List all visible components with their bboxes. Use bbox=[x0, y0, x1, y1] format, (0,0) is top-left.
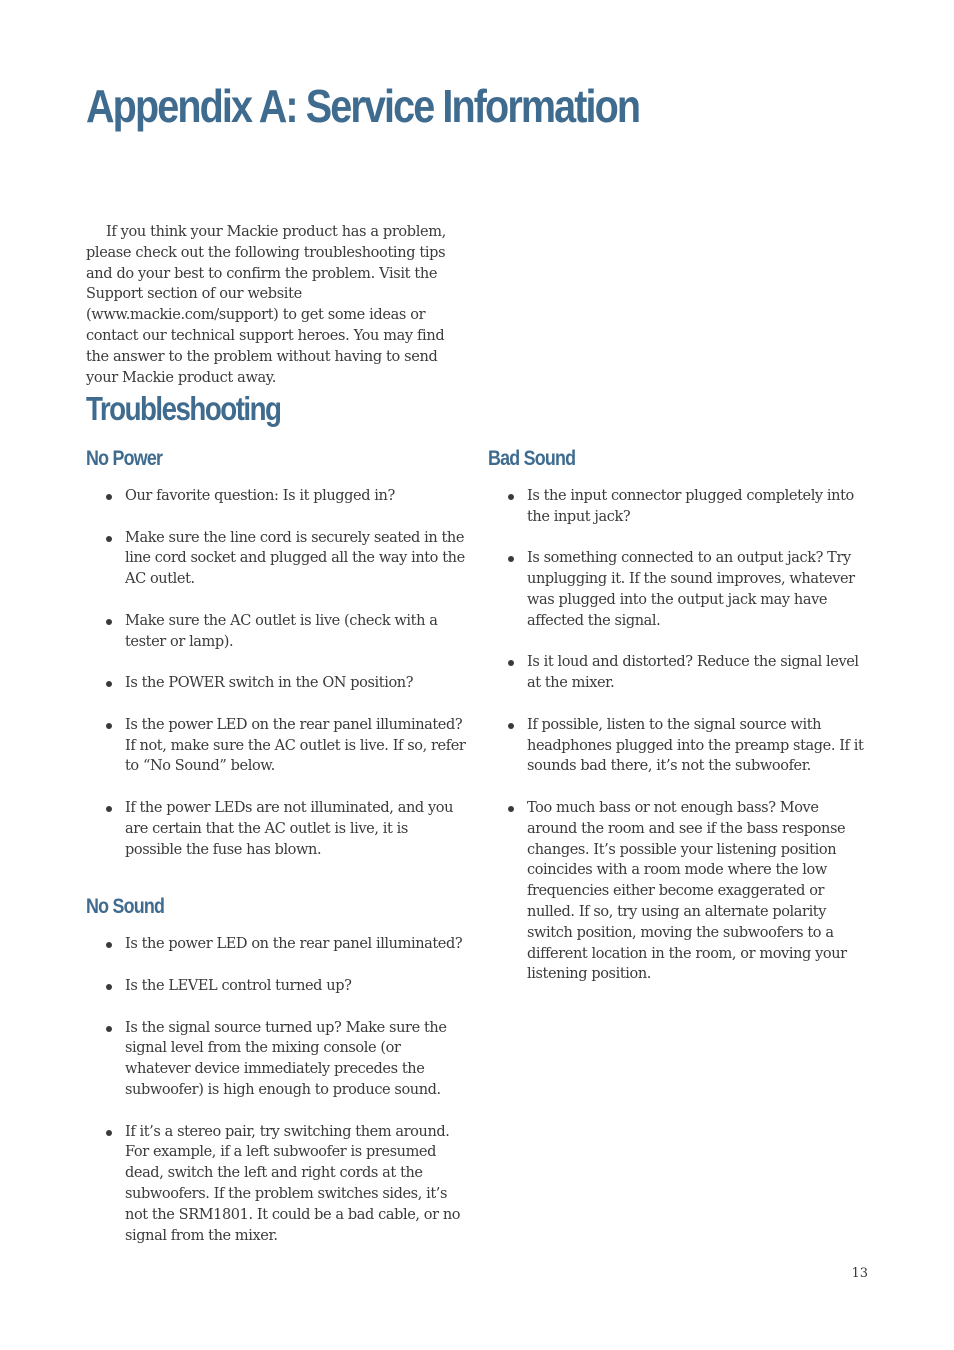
list-item bbox=[86, 934, 466, 955]
list-item-text: If the power LEDs are not illuminated, and you are certain that the AC outlet is live, it is possible the fuse has blown. bbox=[125, 799, 454, 858]
list-item-text: If possible, listen to the signal source with headphones plugged into the preamp stage. If it sounds bad there, it’s not the subwoofer. bbox=[527, 716, 864, 775]
list-item-text: Make sure the line cord is securely seated in the line cord socket and plugged all the way into the AC outlet. bbox=[125, 529, 465, 588]
list-item bbox=[86, 715, 466, 777]
list-item bbox=[86, 976, 466, 997]
list-item-text: Is the power LED on the rear panel illuminated? bbox=[125, 936, 463, 953]
no-power-heading: No Power bbox=[86, 447, 163, 470]
no-sound-heading: No Sound bbox=[86, 895, 165, 919]
page-title: Appendix A: Service Information bbox=[86, 80, 640, 132]
bullet-icon bbox=[106, 942, 112, 948]
bullet-icon bbox=[508, 494, 514, 500]
bad-sound-heading: Bad Sound bbox=[488, 447, 576, 470]
troubleshooting-heading: Troubleshooting bbox=[86, 390, 281, 427]
bullet-icon bbox=[106, 806, 112, 812]
section-spacer bbox=[86, 860, 466, 894]
list-item bbox=[488, 486, 868, 528]
list-item bbox=[86, 798, 466, 860]
no-power-list bbox=[86, 486, 466, 860]
bad-sound-list bbox=[488, 486, 868, 985]
bullet-icon bbox=[508, 556, 514, 562]
no-sound-list bbox=[86, 934, 466, 1246]
list-item bbox=[86, 611, 466, 653]
intro-paragraph: If you think your Mackie product has a problem, please check out the following troubleshooting tips and do your best to confirm the problem. Visit the Support section of our website (www.mackie.com/support) to get some ideas or contact our technical support heroes. You may find the answer to the problem without having to send your Mackie product away. bbox=[86, 224, 446, 386]
bullet-icon bbox=[508, 723, 514, 729]
bullet-icon bbox=[106, 494, 112, 500]
list-item bbox=[488, 715, 868, 777]
list-item bbox=[86, 1018, 466, 1101]
page-number: 13 bbox=[851, 1266, 868, 1281]
list-item-text: Is the input connector plugged completely into the input jack? bbox=[527, 488, 854, 525]
list-item-text: Is the POWER switch in the ON position? bbox=[125, 675, 414, 692]
bullet-icon bbox=[106, 1130, 112, 1136]
bullet-icon bbox=[106, 536, 112, 542]
bullet-icon bbox=[106, 1026, 112, 1032]
list-item-text: Too much bass or not enough bass? Move around the room and see if the bass response changes. It’s possible your listening position coincides with a room mode where the low frequencies either become exaggerated or nulled. If so, try using an alternate polarity switch position, moving the subwoofers to a different location in the room, or moving your listening position. bbox=[527, 799, 847, 983]
bullet-icon bbox=[508, 660, 514, 666]
list-item-text: Make sure the AC outlet is live (check with a tester or lamp). bbox=[125, 612, 438, 650]
list-item bbox=[86, 528, 466, 590]
list-item-text: Is something connected to an output jack? Try unplugging it. If the sound improves, whatever was plugged into the output jack may have affected the signal. bbox=[527, 550, 855, 629]
list-item bbox=[488, 548, 868, 631]
bullet-icon bbox=[106, 984, 112, 990]
bullet-icon bbox=[106, 723, 112, 729]
list-item bbox=[86, 1122, 466, 1247]
list-item-text: Is the power LED on the rear panel illuminated? If not, make sure the AC outlet is live. If so, refer to “No Sound” below. bbox=[125, 716, 466, 775]
list-item bbox=[86, 486, 466, 507]
list-item-text: Is the signal source turned up? Make sure the signal level from the mixing console (or whatever device immediately precedes the subwoofer) is high enough to produce sound. bbox=[125, 1019, 447, 1098]
left-column bbox=[86, 446, 466, 1246]
list-item-text: Is the LEVEL control turned up? bbox=[125, 977, 352, 994]
bullet-icon bbox=[106, 619, 112, 625]
list-item-text: If it’s a stereo pair, try switching them around. For example, if a left subwoofer is presumed dead, switch the left and right cords at the subwoofers. If the problem switches sides, it’s not the SRM1801. It could be a bad cable, or no signal from the mixer. bbox=[125, 1123, 461, 1244]
list-item bbox=[488, 798, 868, 985]
list-item bbox=[488, 652, 868, 694]
right-column bbox=[488, 446, 868, 985]
list-item-text: Is it loud and distorted? Reduce the signal level at the mixer. bbox=[527, 654, 859, 692]
bullet-icon bbox=[508, 806, 514, 812]
list-item-text: Our favorite question: Is it plugged in? bbox=[125, 488, 395, 504]
list-item bbox=[86, 673, 466, 694]
bullet-icon bbox=[106, 681, 112, 687]
